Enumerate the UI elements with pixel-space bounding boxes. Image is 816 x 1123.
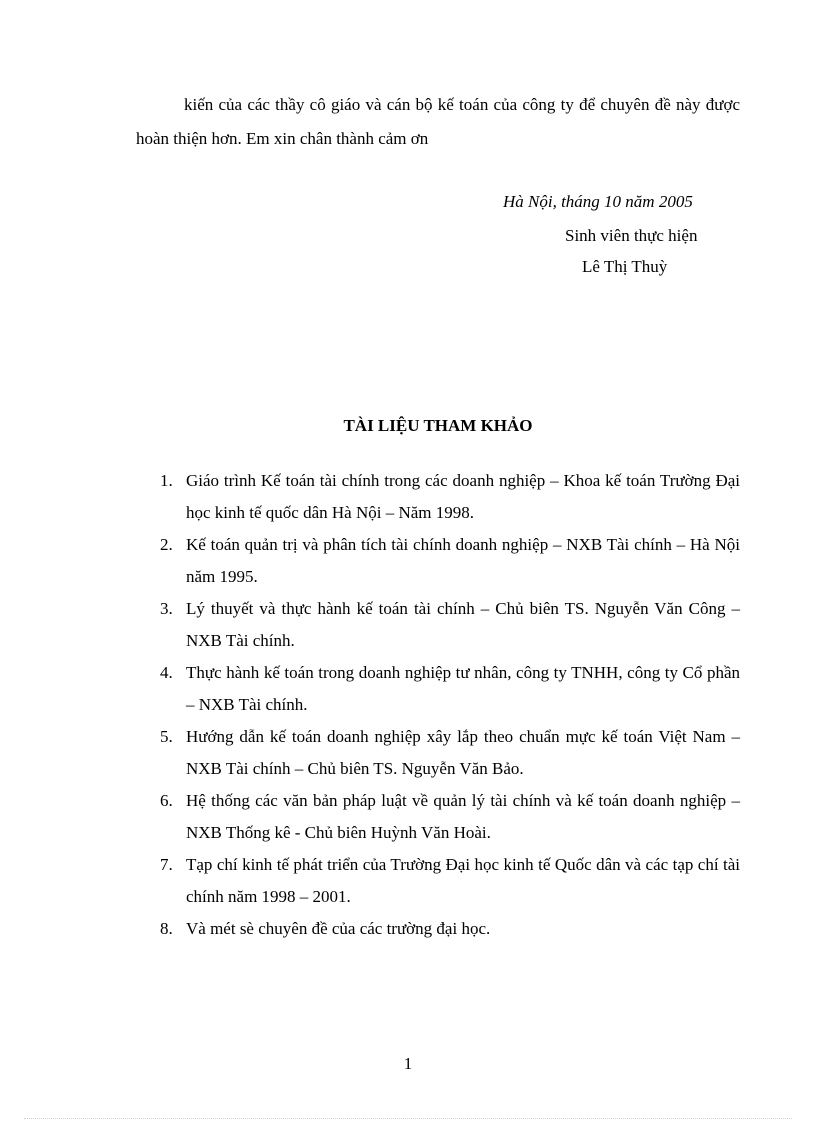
references-list [136,465,740,945]
signature-date: Hà Nội, tháng 10 năm 2005 [503,192,693,211]
reference-item [136,721,740,785]
closing-paragraph: kiến của các thầy cô giáo và cán bộ kế toán của công ty để chuyên đề này được hoàn thiện hơn. Em xin chân thành cảm ơn [136,95,740,148]
reference-number: 7. [160,855,173,874]
reference-text: Lý thuyết và thực hành kế toán tài chính – Chủ biên TS. Nguyễn Văn Công – NXB Tài chính. [186,599,740,650]
reference-item [136,657,740,721]
reference-item [136,529,740,593]
reference-item [136,913,740,945]
reference-text: Tạp chí kinh tế phát triển của Trường Đại học kinh tế Quốc dân và các tạp chí tài chính năm 1998 – 2001. [186,855,740,906]
reference-text: Hệ thống các văn bản pháp luật về quản lý tài chính và kế toán doanh nghiệp – NXB Thống kê - Chủ biên Huỳnh Văn Hoài. [186,791,740,842]
reference-text: Kế toán quản trị và phân tích tài chính doanh nghiệp – NXB Tài chính – Hà Nội năm 1995. [186,535,740,586]
reference-text: Giáo trình Kế toán tài chính trong các doanh nghiệp – Khoa kế toán Trường Đại học kinh tế quốc dân Hà Nội – Năm 1998. [186,471,740,522]
references-heading: TÀI LIỆU THAM KHẢO [343,416,533,435]
reference-number: 3. [160,599,173,618]
signature-name: Lê Thị Thuỳ [582,257,668,276]
reference-item [136,849,740,913]
reference-number: 2. [160,535,173,554]
page-number: 1 [403,1054,413,1073]
reference-text: Hướng dẫn kế toán doanh nghiệp xây lắp theo chuẩn mực kế toán Việt Nam – NXB Tài chính – Chủ biên TS. Nguyễn Văn Bảo. [186,727,740,778]
reference-number: 1. [160,471,173,490]
reference-number: 4. [160,663,173,682]
reference-item [136,593,740,657]
reference-number: 6. [160,791,173,810]
reference-number: 5. [160,727,173,746]
reference-text: Và mét sè chuyên đề của các trường đại học. [186,919,491,938]
reference-item [136,465,740,529]
reference-number: 8. [160,919,173,938]
reference-text: Thực hành kế toán trong doanh nghiệp tư nhân, công ty TNHH, công ty Cổ phần – NXB Tài chính. [186,663,740,714]
reference-item [136,785,740,849]
footer-divider [24,1118,792,1119]
signature-role: Sinh viên thực hiện [565,226,698,245]
